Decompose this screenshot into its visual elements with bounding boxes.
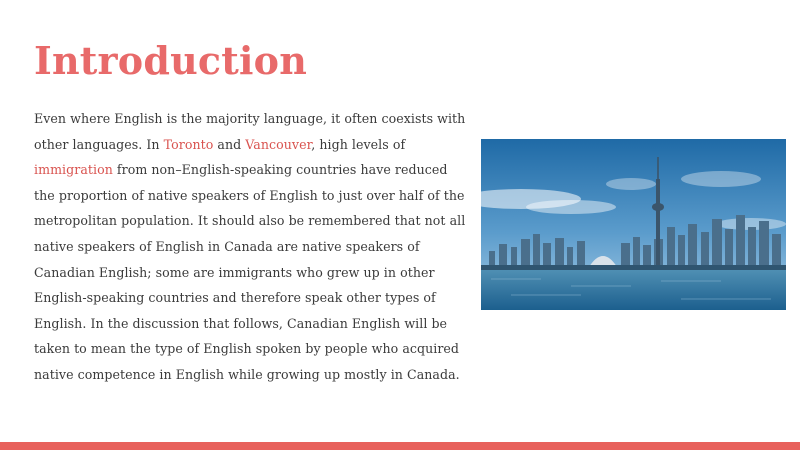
- toronto-skyline-image: [481, 139, 786, 310]
- body-text-part: from non–English-speaking countries have reduced the proportion of native speakers of English to just over half of the metropolitan population. It should also be remembered that not all native speakers of English in Canada are native speakers of Canadian English; some are immigrants who grew up in other English-speaking countries and therefore speak other types of English. In the discussion that follows, Canadian English will be taken to mean the type of English spoken by people who acquired native competence in English while growing up mostly in Canada.: [34, 162, 466, 382]
- link-vancouver[interactable]: Vancouver: [245, 136, 312, 152]
- link-toronto[interactable]: Toronto: [163, 136, 214, 152]
- link-immigration[interactable]: immigration: [34, 162, 113, 178]
- body-text-part: Even where English is the majority language, it often coexists with other languages. In: [34, 111, 466, 152]
- body-text-part: , high levels of: [311, 136, 406, 152]
- bottom-accent-bar: [0, 442, 800, 450]
- slide-title: Introduction: [34, 38, 308, 83]
- body-text-part: and: [213, 136, 246, 152]
- body-paragraph: [34, 106, 469, 388]
